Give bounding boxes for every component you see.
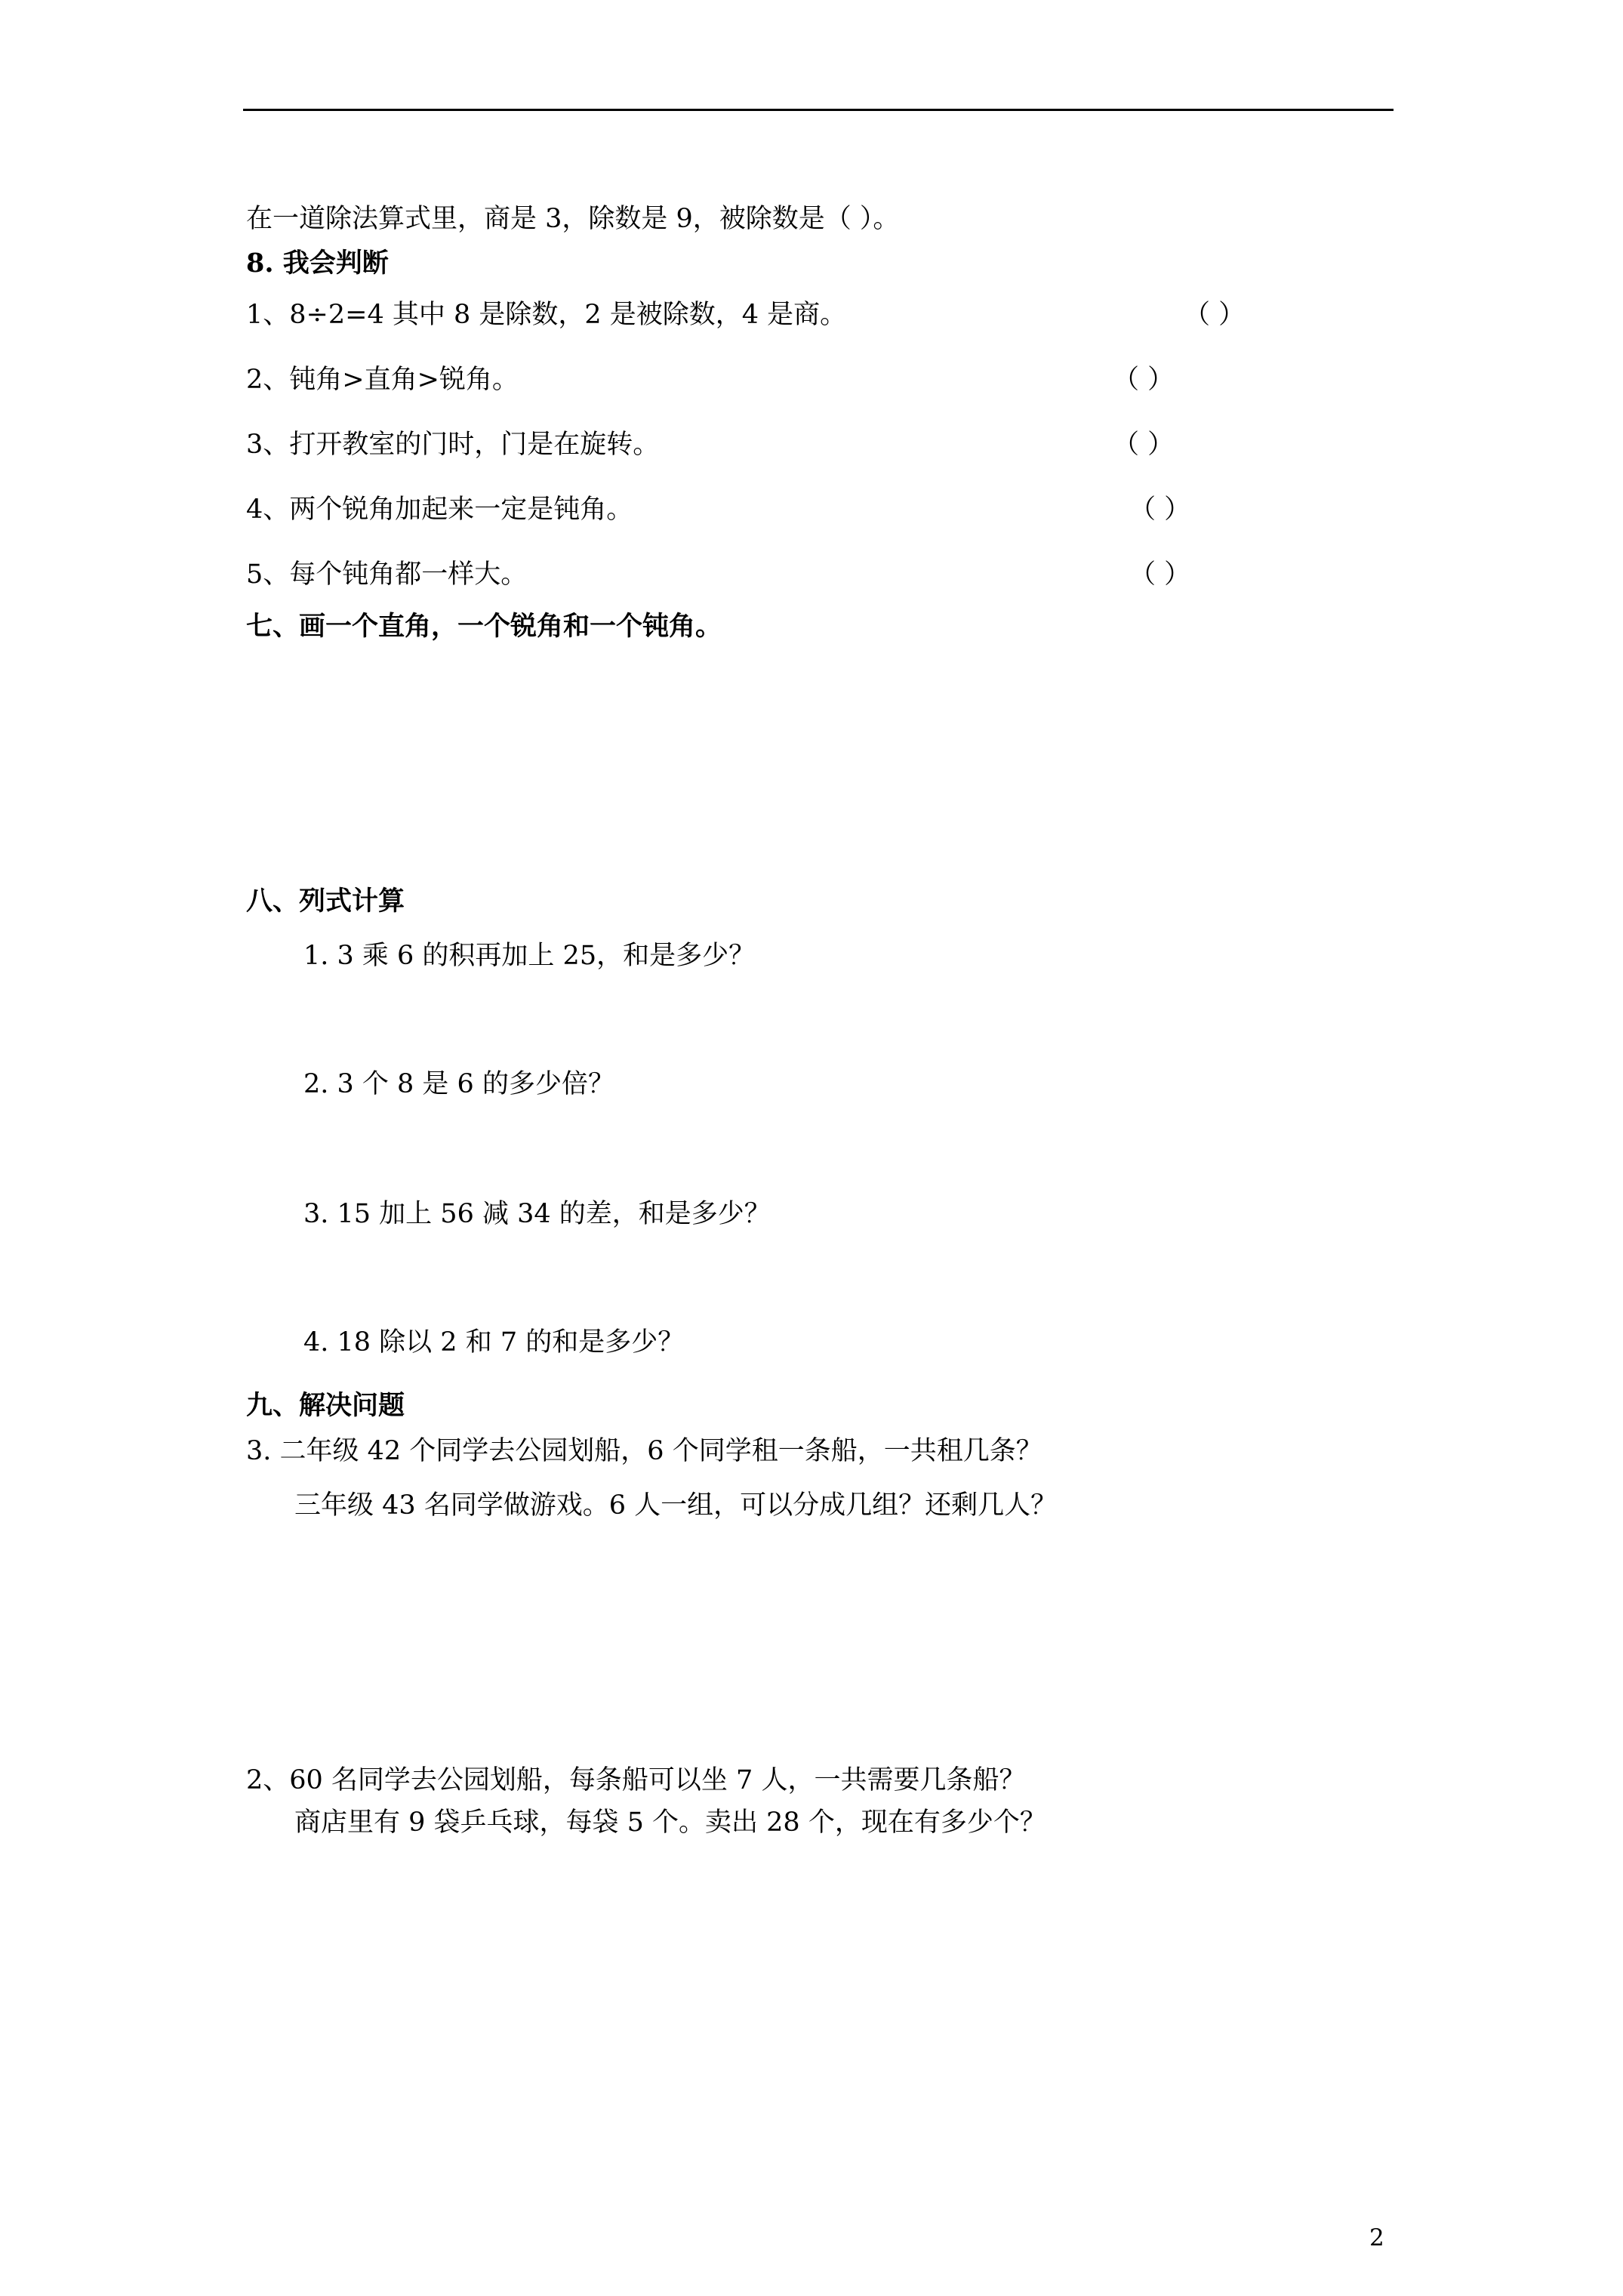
calc-item-2: 2. 3 个 8 是 6 的多少倍？ [303, 1069, 614, 1099]
calc-item-4: 4. 18 除以 2 和 7 的和是多少？ [303, 1327, 685, 1358]
section-calc-title: 八、列式计算 [246, 886, 405, 917]
section-problems-title: 九、解决问题 [246, 1390, 405, 1421]
calc-item-3: 3. 15 加上 56 减 34 的差，和是多少？ [303, 1199, 771, 1229]
judge-answer-2[interactable]: （ ） [1113, 365, 1175, 395]
calc-item-1: 1. 3 乘 6 的积再加上 25，和是多少？ [303, 941, 756, 971]
problem-item-1: 3. 二年级 42 个同学去公园划船，6 个同学租一条船，一共租几条？ [246, 1436, 1042, 1466]
problem-item-4: 商店里有 9 袋乒乓球，每袋 5 个。卖出 28 个，现在有多少个？ [294, 1808, 1046, 1838]
judge-answer-5[interactable]: （ ） [1129, 559, 1191, 590]
judge-item-2: 2、钝角>直角>锐角。 [246, 365, 519, 395]
judge-answer-3[interactable]: （ ） [1113, 430, 1175, 460]
section-draw-title: 七、画一个直角，一个锐角和一个钝角。 [246, 611, 722, 642]
judge-answer-4[interactable]: （ ） [1129, 495, 1191, 525]
fill-blank-question: 在一道除法算式里，商是 3，除数是 9，被除数是（ ）。 [246, 204, 900, 234]
judge-answer-1[interactable]: （ ） [1184, 300, 1246, 330]
judge-item-4: 4、两个锐角加起来一定是钝角。 [246, 495, 633, 525]
problem-item-2: 三年级 43 名同学做游戏。6 人一组，可以分成几组？还剩几人？ [294, 1490, 1058, 1521]
page-number: 2 [1369, 2224, 1384, 2251]
judge-item-3: 3、打开教室的门时，门是在旋转。 [246, 430, 660, 460]
section-judge-title: 8. 我会判断 [246, 248, 389, 279]
header-rule [243, 109, 1394, 111]
problem-item-3: 2、60 名同学去公园划船，每条船可以坐 7 人，一共需要几条船？ [246, 1765, 1026, 1795]
judge-item-5: 5、每个钝角都一样大。 [246, 559, 528, 590]
judge-item-1: 1、8÷2=4 其中 8 是除数，2 是被除数，4 是商。 [246, 300, 847, 330]
